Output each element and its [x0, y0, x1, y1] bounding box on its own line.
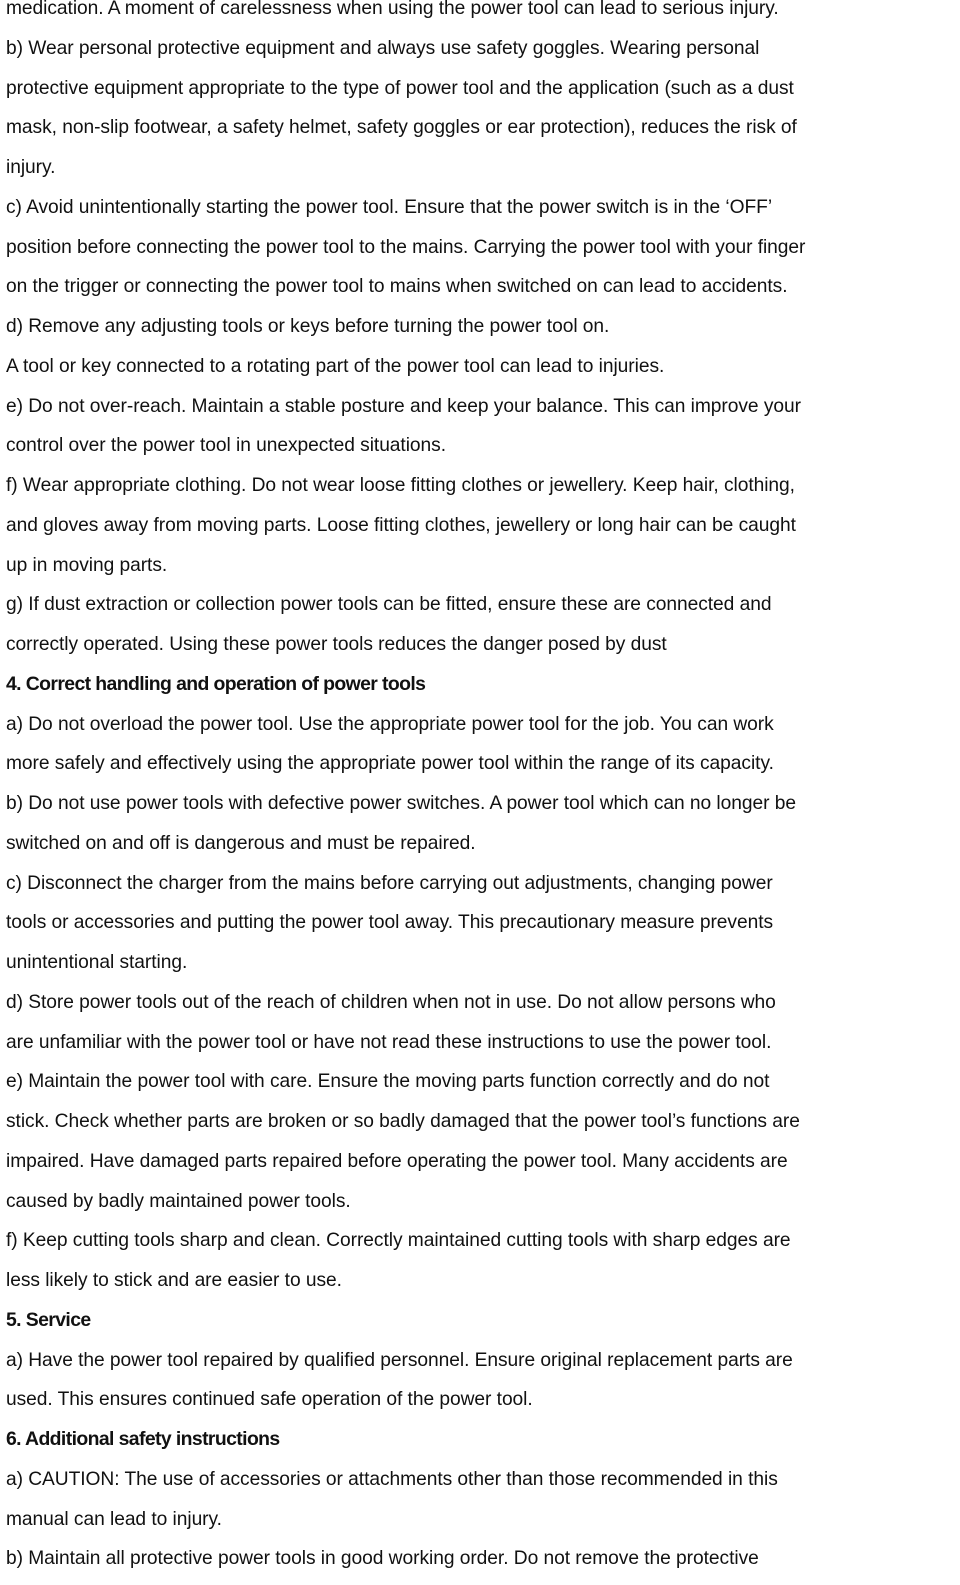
paragraph-line: up in moving parts.	[6, 554, 168, 576]
paragraph-line: a) CAUTION: The use of accessories or attachments other than those recommended in this	[6, 1468, 778, 1490]
paragraph-line: a) Do not overload the power tool. Use the appropriate power tool for the job. You can work	[6, 713, 774, 735]
paragraph-line: injury.	[6, 157, 56, 178]
paragraph-line: e) Do not over-reach. Maintain a stable posture and keep your balance. This can improve your	[6, 395, 801, 417]
paragraph-line: tools or accessories and putting the power tool away. This precautionary measure prevents	[6, 912, 774, 934]
section-heading: 5. Service	[6, 1308, 91, 1331]
paragraph-line: b) Wear personal protective equipment and always use safety goggles. Wearing personal	[6, 37, 760, 59]
paragraph-line: medication. A moment of carelessness when using the power tool can lead to serious injury.	[6, 0, 779, 19]
paragraph-line: more safely and effectively using the appropriate power tool within the range of its capacity.	[6, 753, 774, 775]
paragraph-line: d) Remove any adjusting tools or keys before turning the power tool on.	[6, 316, 610, 337]
paragraph-line: g) If dust extraction or collection power tools can be fitted, ensure these are connected and	[6, 594, 772, 616]
paragraph-line: less likely to stick and are easier to use.	[6, 1270, 342, 1291]
paragraph-line: manual can lead to injury.	[6, 1508, 222, 1530]
paragraph-line: on the trigger or connecting the power tool to mains when switched on can lead to accidents.	[6, 276, 788, 298]
paragraph-line: caused by badly maintained power tools.	[6, 1190, 351, 1212]
paragraph-line: d) Store power tools out of the reach of children when not in use. Do not allow persons who	[6, 991, 776, 1013]
paragraph-line: f) Keep cutting tools sharp and clean. Correctly maintained cutting tools with sharp edges are	[6, 1230, 791, 1252]
paragraph-line: unintentional starting.	[6, 952, 188, 973]
paragraph-line: e) Maintain the power tool with care. Ensure the moving parts function correctly and do not	[6, 1071, 770, 1093]
paragraph-line: A tool or key connected to a rotating part of the power tool can lead to injuries.	[6, 355, 665, 377]
paragraph-line: b) Do not use power tools with defective power switches. A power tool which can no longer be	[6, 793, 796, 814]
paragraph-line: are unfamiliar with the power tool or have not read these instructions to use the power tool.	[6, 1031, 772, 1053]
paragraph-line: a) Have the power tool repaired by qualified personnel. Ensure original replacement parts are	[6, 1349, 793, 1371]
section-heading: 4. Correct handling and operation of power tools	[6, 672, 426, 695]
paragraph-line: mask, non-slip footwear, a safety helmet, safety goggles or ear protection), reduces the risk of	[6, 117, 797, 139]
paragraph-line: position before connecting the power tool to the mains. Carrying the power tool with your finger	[6, 236, 806, 258]
paragraph-line: c) Disconnect the charger from the mains before carrying out adjustments, changing power	[6, 872, 773, 894]
paragraph-line: and gloves away from moving parts. Loose fitting clothes, jewellery or long hair can be caught	[6, 514, 796, 536]
paragraph-line: stick. Check whether parts are broken or so badly damaged that the power tool’s functions are	[6, 1111, 800, 1132]
section-heading: 6. Additional safety instructions	[6, 1428, 280, 1450]
paragraph-line: used. This ensures continued safe operation of the power tool.	[6, 1389, 533, 1411]
paragraph-line: b) Maintain all protective power tools in good working order. Do not remove the protective	[6, 1548, 759, 1570]
paragraph-line: protective equipment appropriate to the type of power tool and the application (such as a dust	[6, 77, 794, 99]
paragraph-line: correctly operated. Using these power tools reduces the danger posed by dust	[6, 634, 667, 655]
document-page	[6, 0, 956, 1579]
paragraph-line: impaired. Have damaged parts repaired before operating the power tool. Many accidents are	[6, 1150, 788, 1172]
paragraph-line: f) Wear appropriate clothing. Do not wear loose fitting clothes or jewellery. Keep hair, clothing,	[6, 475, 795, 496]
paragraph-line: c) Avoid unintentionally starting the power tool. Ensure that the power switch is in the ‘OFF’	[6, 196, 773, 218]
paragraph-line: switched on and off is dangerous and must be repaired.	[6, 832, 476, 854]
paragraph-line: control over the power tool in unexpected situations.	[6, 435, 446, 457]
